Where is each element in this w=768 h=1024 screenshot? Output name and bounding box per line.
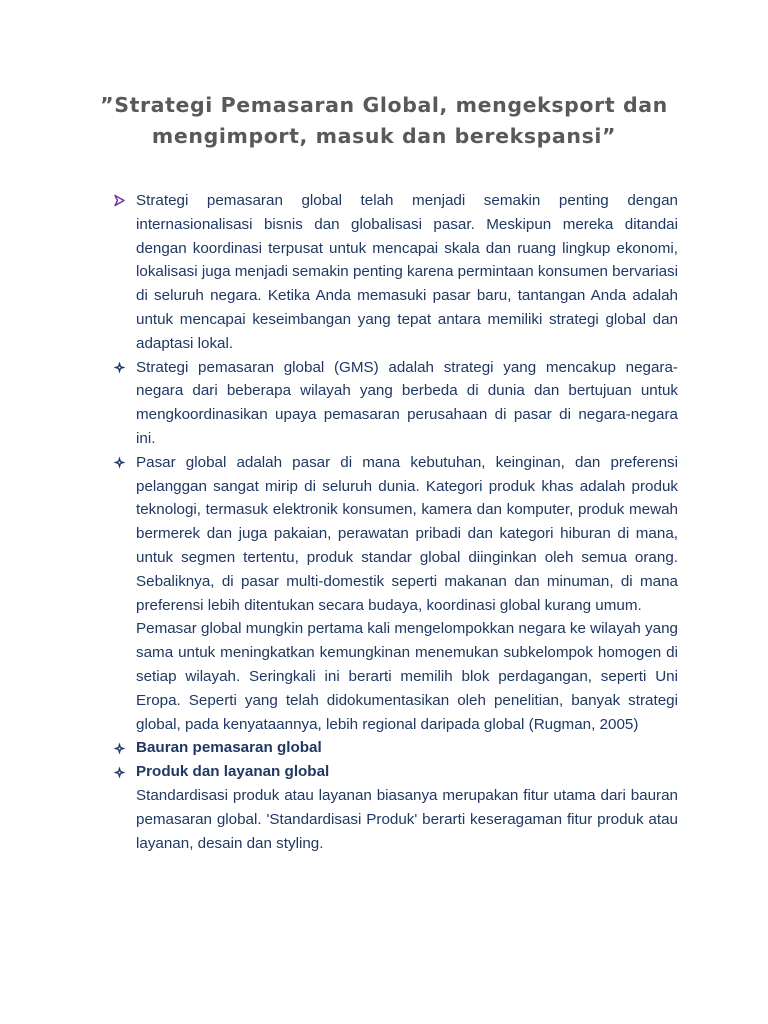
list-item <box>112 736 678 760</box>
diamond-bullet-icon <box>112 356 126 380</box>
paragraph: Pemasar global mungkin pertama kali mengelompokkan negara ke wilayah yang sama untuk meningkatkan kemungkinan menemukan subkelompok homogen di setiap wilayah. Seringkali ini berarti memilih blok perdagangan, seperti Uni Eropa. Seperti yang telah didokumentasikan oleh penelitian, banyak strategi global, pada kenyataannya, lebih regional daripada global (Rugman, 2005) <box>136 620 678 733</box>
list-item <box>112 356 678 451</box>
list-item-heading: Bauran pemasaran global <box>136 739 322 757</box>
list-item-heading: Produk dan layanan global <box>136 763 330 781</box>
list-item <box>112 760 678 784</box>
list-item <box>112 451 678 618</box>
list-item-text: Pasar global adalah pasar di mana kebutuhan, keinginan, dan preferensi pelanggan sangat mirip di seluruh dunia. Kategori produk khas adalah produk teknologi, termasuk elektronik konsumen, kamera dan komputer, produk mewah bermerek dan juga pakaian, perawatan pribadi dan kategori hiburan di mana, untuk segmen tertentu, produk standar global diinginkan oleh semua orang. Sebaliknya, di pasar multi-domestik seperti makanan dan minuman, di mana preferensi lebih ditentukan secara budaya, koordinasi global kurang umum. <box>136 453 678 614</box>
arrow-bullet-icon <box>112 189 126 213</box>
list-item-text: Strategi pemasaran global (GMS) adalah strategi yang mencakup negara-negara dari beberapa wilayah yang berbeda di dunia dan bertujuan untuk mengkoordinasikan upaya pemasaran perusahaan di pasar di negara-negara ini. <box>136 358 678 447</box>
diamond-bullet-icon <box>112 736 126 760</box>
paragraph: Standardisasi produk atau layanan biasanya merupakan fitur utama dari bauran pemasaran global. 'Standardisasi Produk' berarti keseragaman fitur produk atau layanan, desain dan styling. <box>136 786 678 852</box>
list-item <box>112 189 678 356</box>
diamond-bullet-icon <box>112 451 126 475</box>
document-title: ”Strategi Pemasaran Global, mengeksport dan mengimport, masuk dan berekspansi” <box>100 93 668 148</box>
document-body <box>112 189 678 855</box>
diamond-bullet-icon <box>112 760 126 784</box>
list-item-text: Strategi pemasaran global telah menjadi semakin penting dengan internasionalisasi bisnis dan globalisasi pasar. Meskipun mereka ditandai dengan koordinasi terpusat untuk mencapai skala dan ruang lingkup ekonomi, lokalisasi juga menjadi semakin penting karena permintaan konsumen bervariasi di seluruh negara. Ketika Anda memasuki pasar baru, tantangan Anda adalah untuk mencapai keseimbangan yang tepat antara memiliki strategi global dan adaptasi lokal. <box>136 192 678 352</box>
